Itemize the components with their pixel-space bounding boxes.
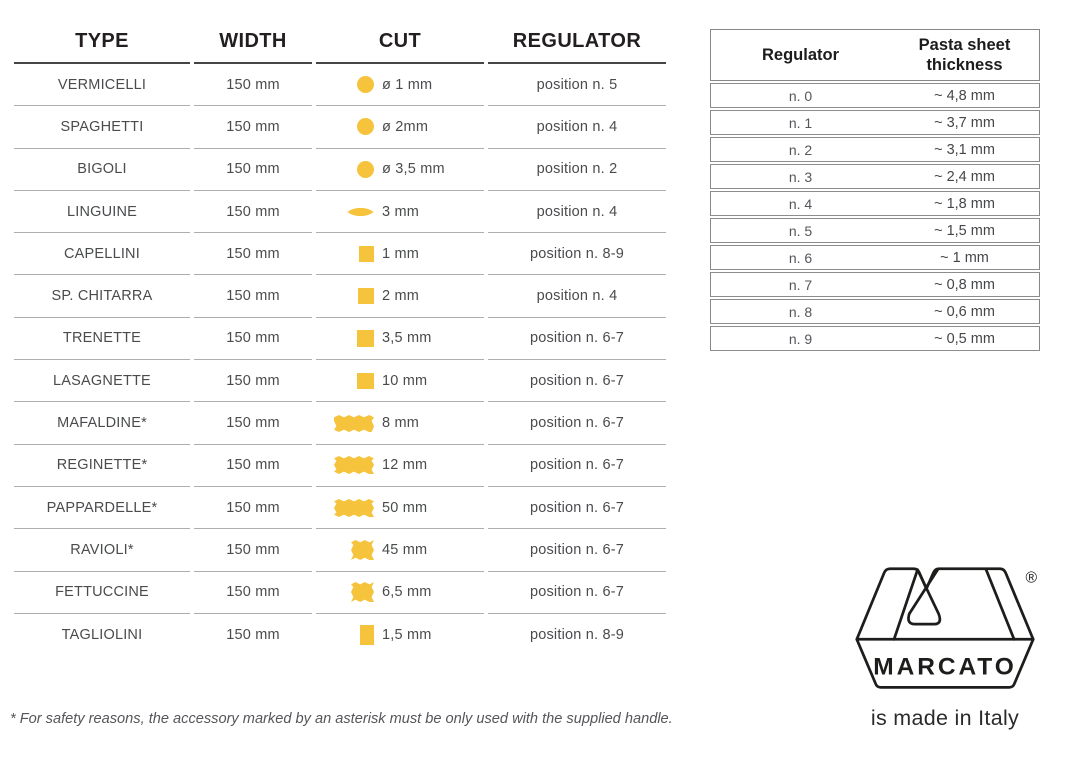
column-header-type: TYPE xyxy=(14,22,190,64)
pasta-cut-inner xyxy=(316,625,484,645)
regulator-position: n. 3 xyxy=(710,164,890,189)
pasta-row-spaghetti xyxy=(14,106,666,148)
pasta-type: VERMICELLI xyxy=(14,64,190,106)
registered-trademark-icon: ® xyxy=(1025,569,1038,587)
pasta-cut xyxy=(316,106,484,148)
pasta-cut-size: 50 mm xyxy=(382,499,428,516)
safety-footnote: * For safety reasons, the accessory marked by an asterisk must be only used with the supplied handle. xyxy=(10,711,673,727)
pasta-cut-inner xyxy=(316,415,484,432)
pasta-row-sp-chitarra xyxy=(14,275,666,317)
pasta-cut-size: 3 mm xyxy=(382,203,420,220)
pasta-cut-inner xyxy=(316,161,484,178)
pasta-width: 150 mm xyxy=(194,487,312,529)
pasta-cut xyxy=(316,360,484,402)
cut-shape-lens-icon xyxy=(316,207,374,217)
pasta-regulator: position n. 5 xyxy=(488,64,666,106)
pasta-cut-size: 2 mm xyxy=(382,288,420,305)
pasta-width: 150 mm xyxy=(194,64,312,106)
regulator-position: n. 7 xyxy=(710,272,890,297)
regulator-row-n-6 xyxy=(710,245,1040,270)
pasta-cut-inner xyxy=(316,204,484,220)
pasta-row-fettuccine xyxy=(14,572,666,614)
logo-tagline: is made in Italy xyxy=(870,706,1020,730)
cut-shape-zigzag-icon xyxy=(316,499,374,517)
sheet-thickness: ~ 1 mm xyxy=(890,245,1040,270)
cut-shape-rect-icon xyxy=(316,625,374,645)
pasta-type: SP. CHITARRA xyxy=(14,275,190,317)
pasta-type: BIGOLI xyxy=(14,149,190,191)
pasta-row-lasagnette xyxy=(14,360,666,402)
pasta-cut-inner xyxy=(316,118,484,135)
pasta-regulator: position n. 6-7 xyxy=(488,402,666,444)
logo-brand-text: MARCATO xyxy=(873,653,1017,681)
pasta-width: 150 mm xyxy=(194,275,312,317)
pasta-cut xyxy=(316,191,484,233)
column-header-cut: CUT xyxy=(316,22,484,64)
pasta-cut xyxy=(316,487,484,529)
regulator-row-n-1 xyxy=(710,110,1040,135)
pasta-regulator: position n. 8-9 xyxy=(529,626,625,643)
pasta-cut-size: 1,5 mm xyxy=(382,626,432,643)
pasta-regulator: position n. 6-7 xyxy=(488,572,666,614)
pasta-row-reginette xyxy=(14,445,666,487)
regulator-row-n-9 xyxy=(710,326,1040,351)
regulator-row-n-4 xyxy=(710,191,1040,216)
pasta-width: 150 mm xyxy=(194,572,312,614)
cut-shape-circle-icon xyxy=(316,76,374,93)
pasta-cut-size: 3,5 mm xyxy=(382,330,432,347)
pasta-cut xyxy=(316,402,484,444)
regulator-position: n. 5 xyxy=(710,218,890,243)
pasta-row-capellini xyxy=(14,233,666,275)
regulator-position: n. 1 xyxy=(710,110,890,135)
pasta-type: FETTUCCINE xyxy=(14,572,190,614)
pasta-cut-inner xyxy=(316,246,484,262)
pasta-cut-size: ø 2mm xyxy=(382,118,429,135)
pasta-cut-inner xyxy=(316,499,484,517)
pasta-width: 150 mm xyxy=(194,445,312,487)
pasta-row-vermicelli xyxy=(14,64,666,106)
cut-shape-rect-icon xyxy=(316,330,374,347)
pasta-regulator: position n. 6-7 xyxy=(488,445,666,487)
pasta-cut xyxy=(316,149,484,191)
cut-shape-circle-icon xyxy=(316,118,374,135)
cut-shape-rect-icon xyxy=(316,373,374,389)
pasta-cut-size: ø 3,5 mm xyxy=(382,161,445,178)
pasta-cut-inner xyxy=(316,76,484,93)
pasta-cut-inner xyxy=(316,456,484,474)
pasta-row-bigoli xyxy=(14,149,666,191)
pasta-cut xyxy=(316,529,484,571)
pasta-regulator: position n. 2 xyxy=(488,149,666,191)
pasta-cut-inner xyxy=(316,330,484,347)
pasta-row-mafaldine xyxy=(14,402,666,444)
pasta-width: 150 mm xyxy=(194,106,312,148)
sheet-thickness: ~ 1,5 mm xyxy=(890,218,1040,243)
sheet-thickness: ~ 3,1 mm xyxy=(890,137,1040,162)
pasta-width: 150 mm xyxy=(194,191,312,233)
pasta-width: 150 mm xyxy=(194,360,312,402)
pasta-regulator: position n. 4 xyxy=(488,106,666,148)
regulator-row-n-2 xyxy=(710,137,1040,162)
regulator-position: n. 9 xyxy=(710,326,890,351)
sheet-thickness: ~ 0,8 mm xyxy=(890,272,1040,297)
marcato-logo-icon xyxy=(847,556,1043,703)
pasta-cut xyxy=(316,64,484,106)
cut-shape-zigzag-icon xyxy=(316,415,374,432)
regulator-row-n-0 xyxy=(710,83,1040,108)
pasta-cut-size: 6,5 mm xyxy=(382,584,432,601)
pasta-type: TAGLIOLINI xyxy=(61,626,143,643)
regulator-table-header-row xyxy=(710,29,1040,81)
pasta-regulator: position n. 6-7 xyxy=(488,487,666,529)
pasta-width: 150 mm xyxy=(226,626,280,643)
pasta-cut-inner xyxy=(316,582,484,602)
pasta-type: LASAGNETTE xyxy=(14,360,190,402)
pasta-cut-size: ø 1 mm xyxy=(382,76,433,93)
sheet-thickness: ~ 2,4 mm xyxy=(890,164,1040,189)
marcato-logo xyxy=(846,556,1044,731)
pasta-cut xyxy=(316,445,484,487)
regulator-table xyxy=(710,27,1040,353)
pasta-cut-size: 10 mm xyxy=(382,372,428,389)
regulator-row-n-3 xyxy=(710,164,1040,189)
regulator-row-n-7 xyxy=(710,272,1040,297)
pasta-cut-size: 45 mm xyxy=(382,541,428,558)
pasta-regulator: position n. 4 xyxy=(488,275,666,317)
pasta-width: 150 mm xyxy=(194,149,312,191)
pasta-regulator: position n. 6-7 xyxy=(488,360,666,402)
regulator-row-n-8 xyxy=(710,299,1040,324)
regulator-position: n. 6 xyxy=(710,245,890,270)
pasta-regulator: position n. 6-7 xyxy=(488,529,666,571)
pasta-cut-inner xyxy=(316,288,484,304)
pasta-width: 150 mm xyxy=(194,318,312,360)
pasta-row-linguine xyxy=(14,191,666,233)
pasta-row-ravioli xyxy=(14,529,666,571)
regulator-row-n-5 xyxy=(710,218,1040,243)
pasta-width: 150 mm xyxy=(194,233,312,275)
pasta-cut-inner xyxy=(316,373,484,389)
pasta-cut-size: 12 mm xyxy=(382,457,428,474)
pasta-row-trenette xyxy=(14,318,666,360)
regulator-position: n. 2 xyxy=(710,137,890,162)
sheet-thickness: ~ 0,5 mm xyxy=(890,326,1040,351)
sheet-thickness: ~ 1,8 mm xyxy=(890,191,1040,216)
pasta-regulator: position n. 4 xyxy=(488,191,666,233)
pasta-width: 150 mm xyxy=(194,529,312,571)
cut-shape-rect-icon xyxy=(316,288,374,304)
cut-shape-zigzag-icon xyxy=(316,582,374,602)
pasta-type: TRENETTE xyxy=(14,318,190,360)
regulator-header-pasta-sheet-thickness: Pasta sheet thickness xyxy=(890,29,1040,81)
pasta-cut xyxy=(316,572,484,614)
pasta-row-pappardelle xyxy=(14,487,666,529)
pasta-type: PAPPARDELLE* xyxy=(14,487,190,529)
column-header-width: WIDTH xyxy=(194,22,312,64)
regulator-position: n. 0 xyxy=(710,83,890,108)
pasta-regulator: position n. 8-9 xyxy=(488,233,666,275)
cut-shape-rect-icon xyxy=(316,246,374,262)
pasta-cut xyxy=(316,233,484,275)
cut-shape-zigzag-icon xyxy=(316,540,374,560)
cut-shape-zigzag-icon xyxy=(316,456,374,474)
pasta-type: LINGUINE xyxy=(14,191,190,233)
pasta-cut-inner xyxy=(316,540,484,560)
pasta-row-tagliolini xyxy=(14,614,666,655)
pasta-table-header-row xyxy=(14,22,666,64)
pasta-type: SPAGHETTI xyxy=(14,106,190,148)
column-header-regulator: REGULATOR xyxy=(488,22,666,64)
pasta-cut-size: 8 mm xyxy=(382,415,420,432)
pasta-type: CAPELLINI xyxy=(14,233,190,275)
pasta-cut xyxy=(316,318,484,360)
pasta-type: REGINETTE* xyxy=(14,445,190,487)
regulator-header-regulator: Regulator xyxy=(710,29,890,81)
pasta-width: 150 mm xyxy=(194,402,312,444)
pasta-cut xyxy=(316,614,484,655)
pasta-type: MAFALDINE* xyxy=(14,402,190,444)
regulator-position: n. 8 xyxy=(710,299,890,324)
cut-shape-circle-icon xyxy=(316,161,374,178)
regulator-position: n. 4 xyxy=(710,191,890,216)
pasta-type: RAVIOLI* xyxy=(14,529,190,571)
sheet-thickness: ~ 0,6 mm xyxy=(890,299,1040,324)
sheet-thickness: ~ 3,7 mm xyxy=(890,110,1040,135)
pasta-cut xyxy=(316,275,484,317)
pasta-table xyxy=(10,22,670,655)
pasta-regulator: position n. 6-7 xyxy=(488,318,666,360)
sheet-thickness: ~ 4,8 mm xyxy=(890,83,1040,108)
pasta-cut-size: 1 mm xyxy=(382,245,420,262)
